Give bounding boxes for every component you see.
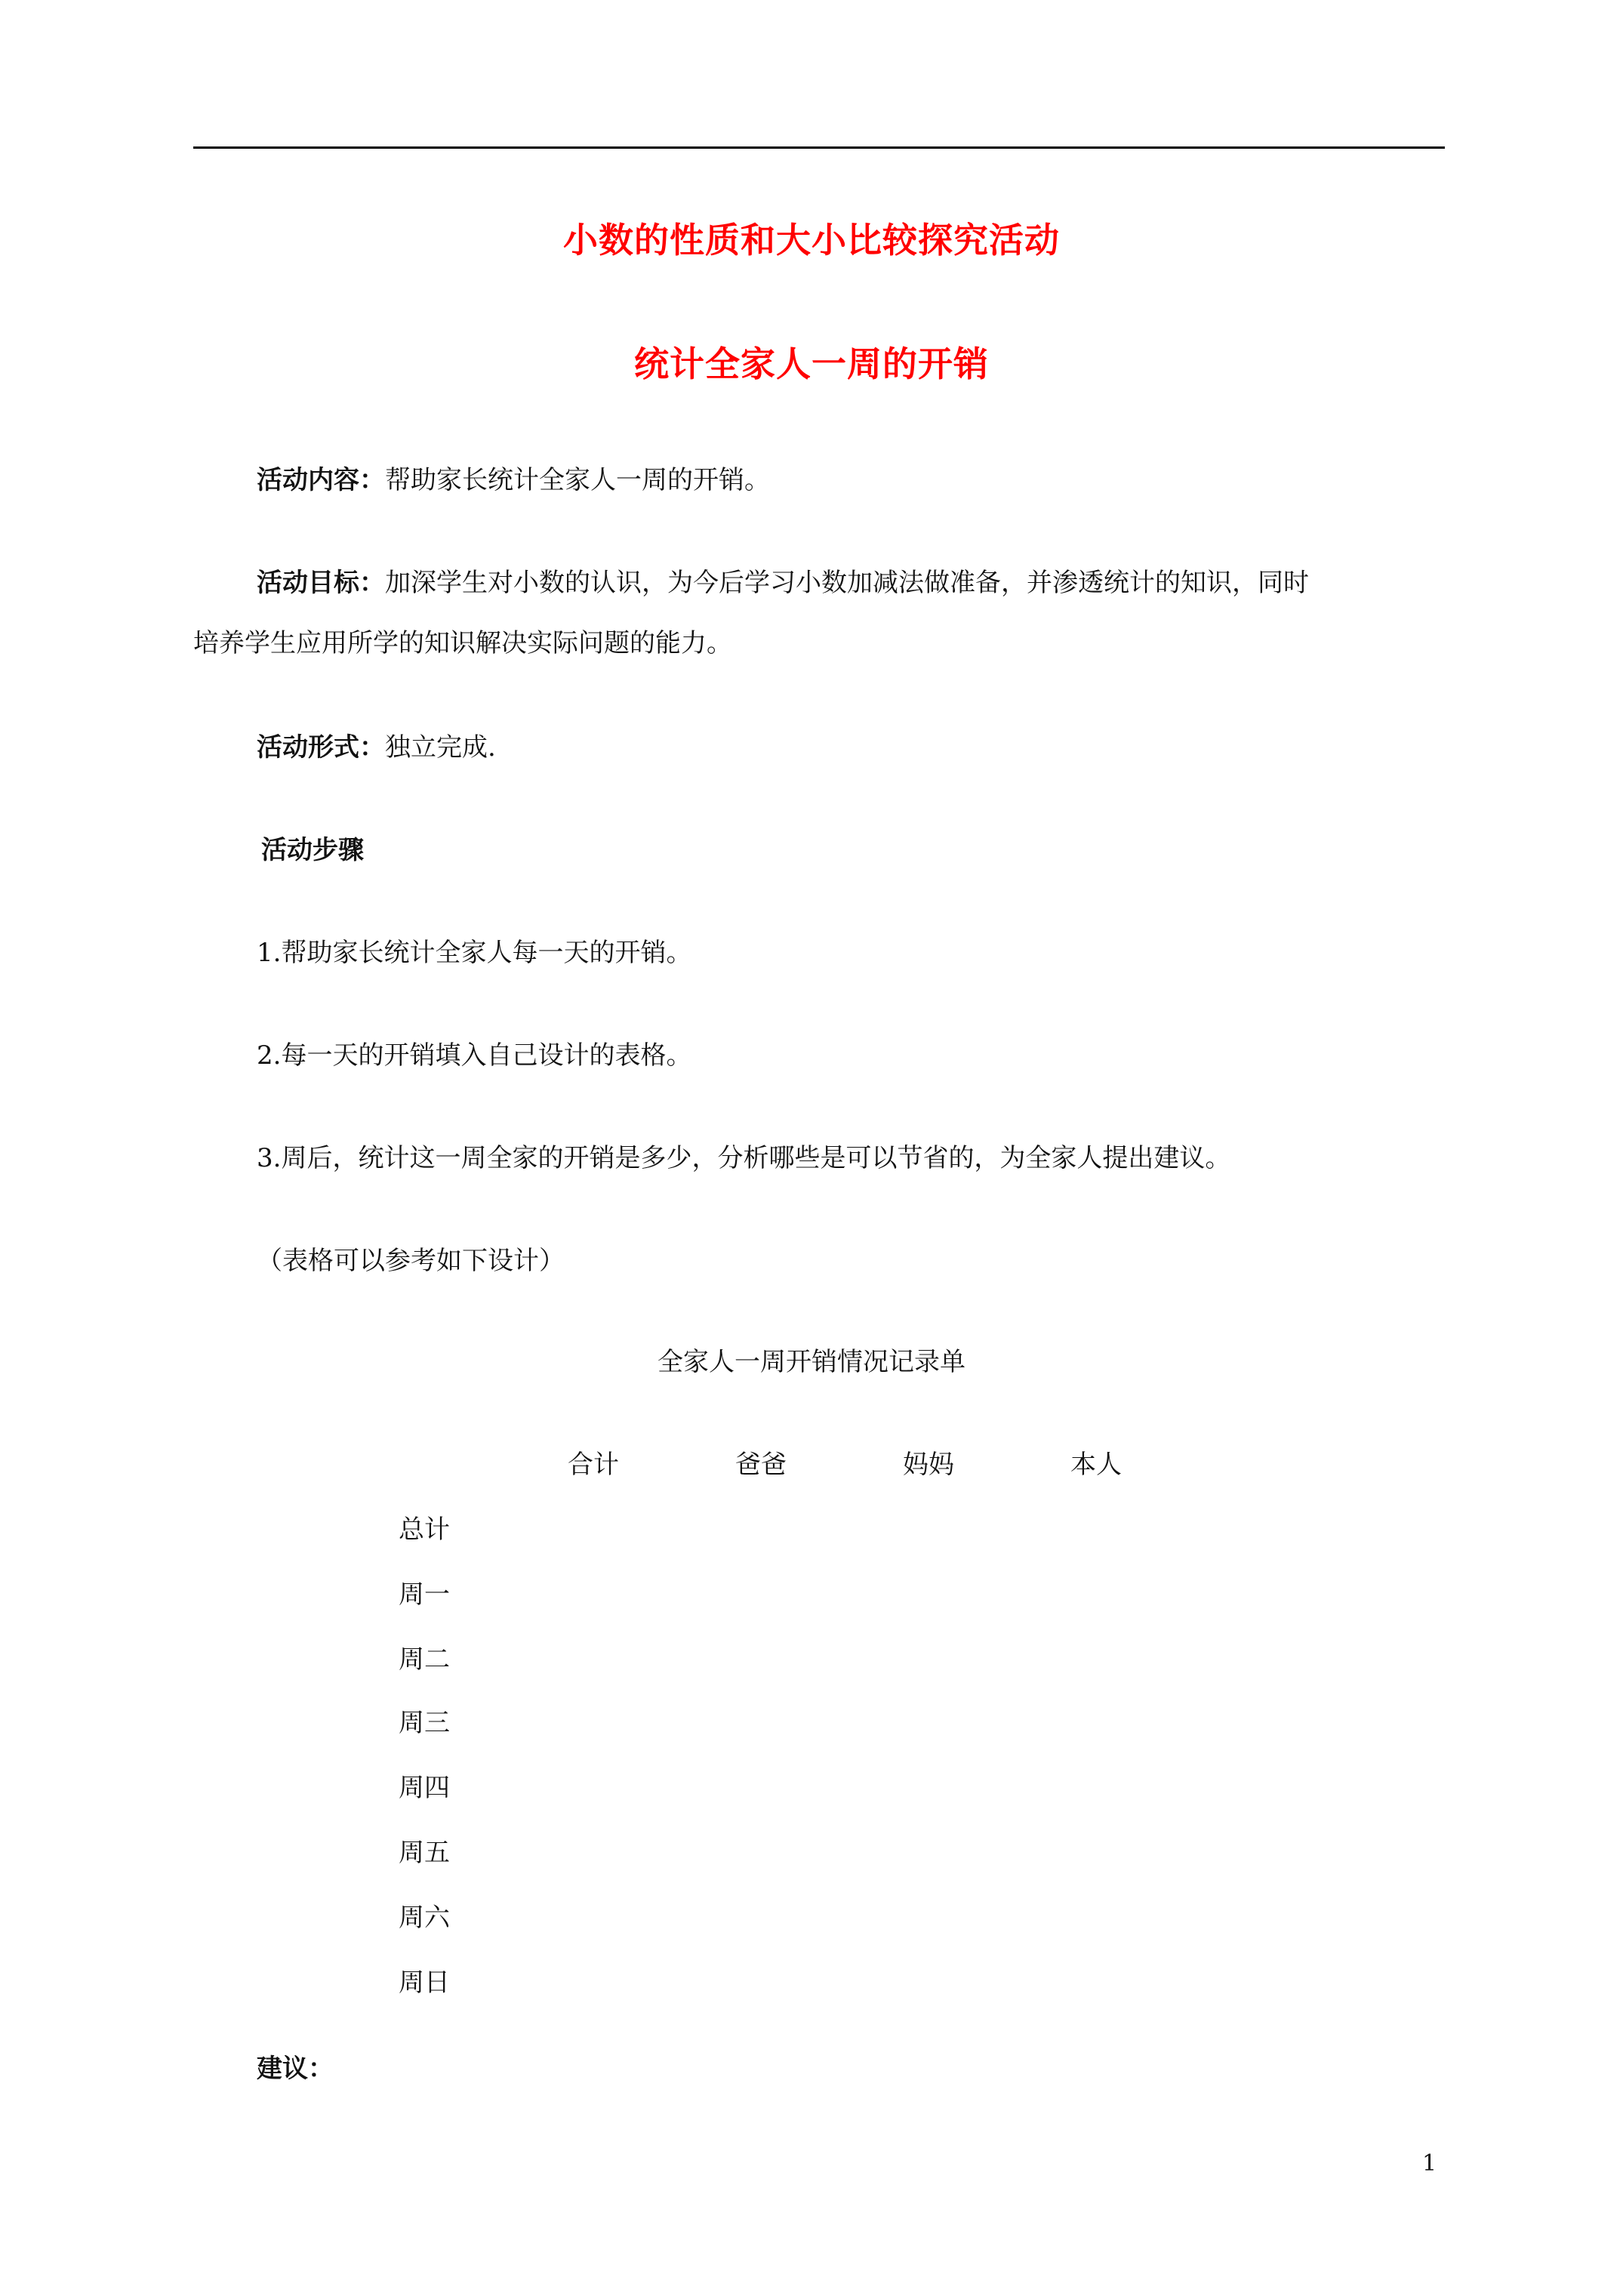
activity-content-label: 活动内容： xyxy=(257,465,385,495)
activity-content xyxy=(257,462,770,498)
table-row-label: 周六 xyxy=(399,1903,450,1933)
header-rule xyxy=(193,146,1445,149)
table-column-header: 妈妈 xyxy=(903,1450,954,1480)
activity-goal-text-line2: 培养学生应用所学的知识解决实际问题的能力。 xyxy=(193,628,732,658)
table-row-label: 周四 xyxy=(399,1773,450,1803)
table-note: （表格可以参考如下设计） xyxy=(257,1246,565,1276)
activity-form-text: 独立完成. xyxy=(385,732,496,763)
table-row-label: 周一 xyxy=(399,1579,450,1610)
steps-heading: 活动步骤 xyxy=(261,835,364,865)
table-title: 全家人一周开销情况记录单 xyxy=(658,1347,965,1377)
activity-content-text: 帮助家长统计全家人一周的开销。 xyxy=(385,465,770,495)
table-row-label: 周日 xyxy=(399,1968,450,1998)
page-number: 1 xyxy=(1422,2150,1437,2177)
suggestion-label: 建议： xyxy=(257,2054,334,2084)
step-item: 2.每一天的开销填入自己设计的表格。 xyxy=(257,1040,692,1071)
document-title: 小数的性质和大小比较探究活动 xyxy=(563,220,1060,260)
table-column-header: 合计 xyxy=(568,1450,619,1480)
table-column-header: 本人 xyxy=(1070,1450,1122,1480)
table-row-label: 总计 xyxy=(399,1515,450,1545)
activity-goal-label: 活动目标： xyxy=(257,568,385,598)
activity-form-label: 活动形式： xyxy=(257,732,385,763)
step-item: 3.周后，统计这一周全家的开销是多少，分析哪些是可以节省的，为全家人提出建议。 xyxy=(257,1143,1231,1173)
table-row-label: 周二 xyxy=(399,1644,450,1675)
table-row-label: 周三 xyxy=(399,1708,450,1738)
activity-form xyxy=(257,729,496,766)
activity-goal xyxy=(257,565,1434,601)
table-column-header: 爸爸 xyxy=(735,1450,787,1480)
table-row-label: 周五 xyxy=(399,1838,450,1868)
document-subtitle: 统计全家人一周的开销 xyxy=(634,344,989,384)
step-item: 1.帮助家长统计全家人每一天的开销。 xyxy=(257,938,692,968)
activity-goal-text-line1: 加深学生对小数的认识，为今后学习小数加减法做准备，并渗透统计的知识，同时 xyxy=(385,568,1309,598)
